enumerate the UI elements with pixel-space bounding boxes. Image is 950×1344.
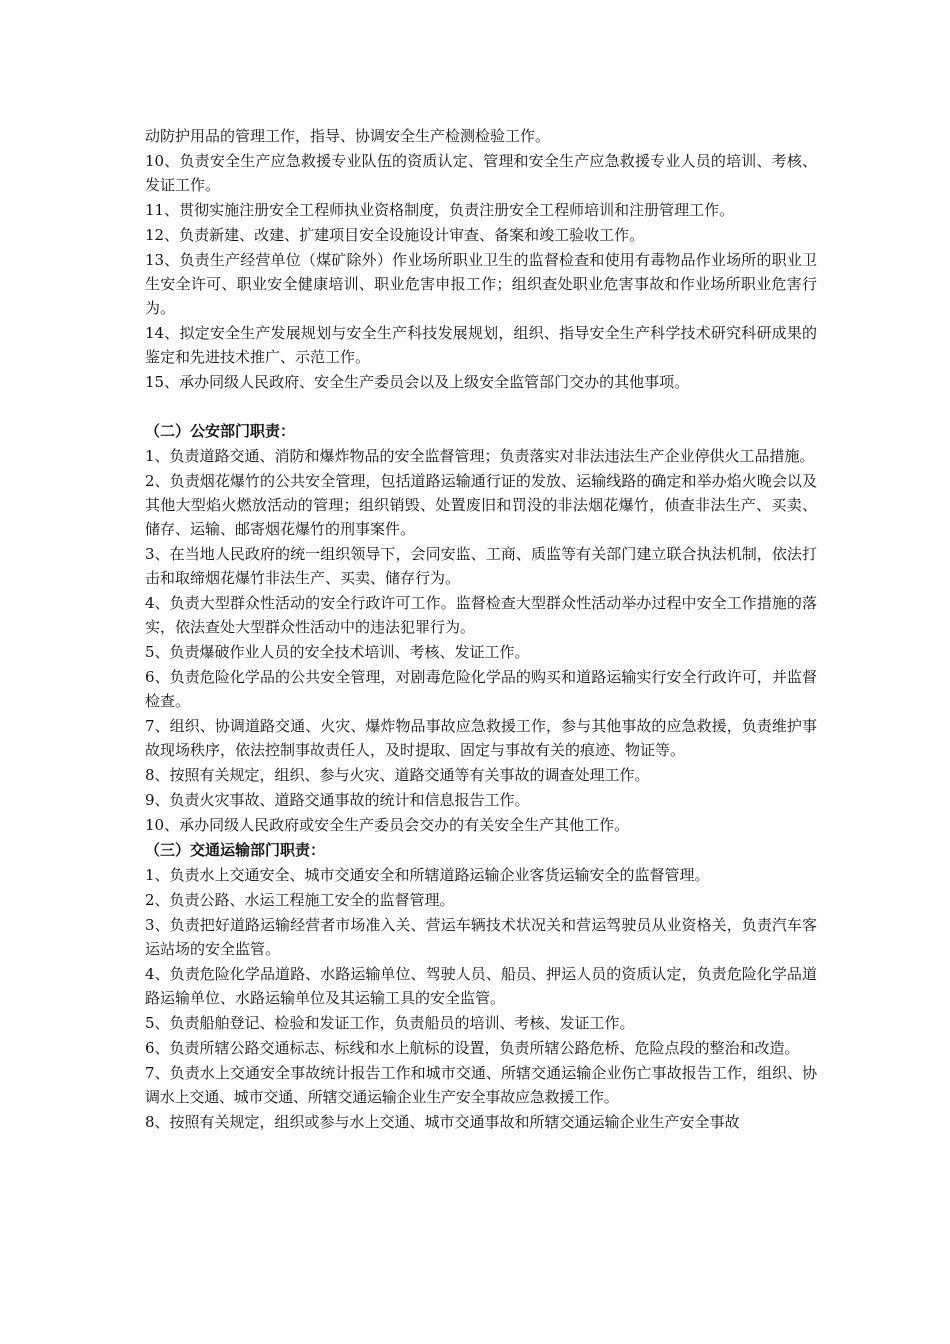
paragraph: 10、承办同级人民政府或安全生产委员会交办的有关安全生产其他工作。 xyxy=(145,816,630,834)
section-heading-public-security: （二）公安部门职责： xyxy=(145,422,296,440)
paragraph: 6、负责所辖公路交通标志、标线和水上航标的设置，负责所辖公路危桥、危险点段的整治和改造。 xyxy=(145,1039,800,1057)
paragraph: 8、按照有关规定，组织、参与火灾、道路交通等有关事故的调查处理工作。 xyxy=(145,766,650,784)
blank-line xyxy=(145,395,817,419)
document-body xyxy=(145,124,817,1135)
paragraph: 2、负责烟花爆竹的公共安全管理，包括道路运输通行证的发放、运输线路的确定和举办焰火晚会以及其他大型焰火燃放活动的管理；组织销毁、处置废旧和罚没的非法烟花爆竹，侦查非法生产、买卖、储存、运输、邮寄烟花爆竹的刑事案件。 xyxy=(145,472,817,538)
paragraph: 5、负责爆破作业人员的安全技术培训、考核、发证工作。 xyxy=(145,643,530,661)
paragraph: 13、负责生产经营单位（煤矿除外）作业场所职业卫生的监督检查和使用有毒物品作业场所的职业卫生安全许可、职业安全健康培训、职业危害申报工作；组织查处职业危害事故和作业场所职业危害行为。 xyxy=(145,251,817,317)
paragraph: 15、承办同级人民政府、安全生产委员会以及上级安全监管部门交办的其他事项。 xyxy=(145,373,690,391)
paragraph: 9、负责火灾事故、道路交通事故的统计和信息报告工作。 xyxy=(145,791,530,809)
paragraph: 10、负责安全生产应急救援专业队伍的资质认定、管理和安全生产应急救援专业人员的培训、考核、发证工作。 xyxy=(145,152,817,194)
paragraph: 7、负责水上交通安全事故统计报告工作和城市交通、所辖交通运输企业伤亡事故报告工作，组织、协调水上交通、城市交通、所辖交通运输企业生产安全事故应急救援工作。 xyxy=(145,1064,817,1106)
paragraph: 1、负责道路交通、消防和爆炸物品的安全监督管理；负责落实对非法违法生产企业停供火工品措施。 xyxy=(145,447,815,465)
paragraph: 7、组织、协调道路交通、火灾、爆炸物品事故应急救援工作，参与其他事故的应急救援，负责维护事故现场秩序，依法控制事故责任人，及时提取、固定与事故有关的痕迹、物证等。 xyxy=(145,717,817,759)
paragraph: 4、负责大型群众性活动的安全行政许可工作。监督检查大型群众性活动举办过程中安全工作措施的落实，依法查处大型群众性活动中的违法犯罪行为。 xyxy=(145,594,817,636)
paragraph: 动防护用品的管理工作，指导、协调安全生产检测检验工作。 xyxy=(145,127,551,145)
paragraph: 5、负责船舶登记、检验和发证工作，负责船员的培训、考核、发证工作。 xyxy=(145,1014,635,1032)
paragraph: 11、贯彻实施注册安全工程师执业资格制度，负责注册安全工程师培训和注册管理工作。 xyxy=(145,201,735,219)
paragraph: 14、拟定安全生产发展规划与安全生产科技发展规划，组织、指导安全生产科学技术研究科研成果的鉴定和先进技术推广、示范工作。 xyxy=(145,324,817,366)
paragraph: 1、负责水上交通安全、城市交通安全和所辖道路运输企业客货运输安全的监督管理。 xyxy=(145,866,710,884)
paragraph: 12、负责新建、改建、扩建项目安全设施设计审查、备案和竣工验收工作。 xyxy=(145,226,645,244)
paragraph: 2、负责公路、水运工程施工安全的监督管理。 xyxy=(145,891,455,909)
paragraph: 3、在当地人民政府的统一组织领导下，会同安监、工商、质监等有关部门建立联合执法机制，依法打击和取缔烟花爆竹非法生产、买卖、储存行为。 xyxy=(145,545,817,587)
paragraph: 3、负责把好道路运输经营者市场准入关、营运车辆技术状况关和营运驾驶员从业资格关，负责汽车客运站场的安全监管。 xyxy=(145,916,817,958)
paragraph: 8、按照有关规定，组织或参与水上交通、城市交通事故和所辖交通运输企业生产安全事故 xyxy=(145,1113,740,1131)
paragraph: 4、负责危险化学品道路、水路运输单位、驾驶人员、船员、押运人员的资质认定，负责危险化学品道路运输单位、水路运输单位及其运输工具的安全监管。 xyxy=(145,965,817,1007)
paragraph: 6、负责危险化学品的公共安全管理，对剧毒危险化学品的购买和道路运输实行安全行政许可，并监督检查。 xyxy=(145,668,817,710)
section-heading-transport: （三）交通运输部门职责： xyxy=(145,841,326,859)
